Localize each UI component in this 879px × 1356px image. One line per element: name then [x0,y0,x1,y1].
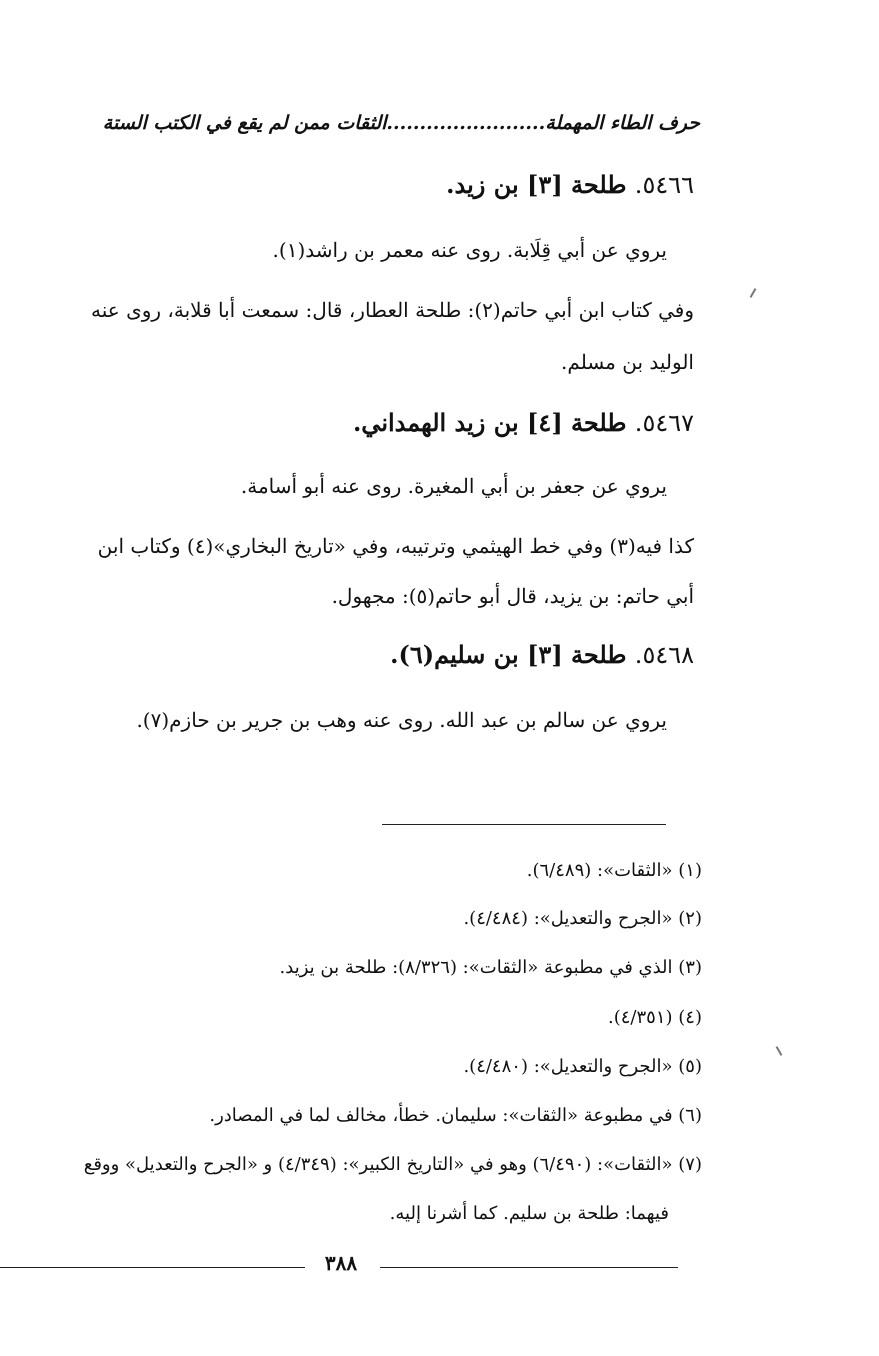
footnote-4: (٤) (٤/٣٥١). [608,1007,702,1028]
entry-paragraph: الوليد بن مسلم. [561,350,694,374]
footnote-3: (٣) الذي في مطبوعة «الثقات»: (٨/٣٢٦): طلحة بن يزيد. [279,957,702,978]
footnote-6: (٦) في مطبوعة «الثقات»: سليمان. خطأ، مخالف لما في المصادر. [209,1105,702,1126]
entry-name: طلحة [٣] بن سليم(٦). [390,640,627,669]
entry-name: طلحة [٤] بن زيد الهمداني. [352,408,627,437]
footer-rule-right [380,1267,678,1268]
entry-paragraph: أبي حاتم: بن يزيد، قال أبو حاتم(٥): مجهول. [331,584,694,608]
entry-title-5468 [390,640,694,669]
footnote-1: (١) «الثقات»: (٦/٤٨٩). [526,860,702,881]
entry-number: ٥٤٦٨. [634,641,694,669]
footnote-2: (٢) «الجرح والتعديل»: (٤/٤٨٤). [463,908,702,929]
entry-paragraph: كذا فيه(٣) وفي خط الهيثمي وترتيبه، وفي «تاريخ البخاري»(٤) وكتاب ابن [97,534,694,558]
running-header-text: حرف الطاء المهملة........................الثقات ممن لم يقع في الكتب الستة [102,112,700,134]
entry-number: ٥٤٦٦. [634,171,694,199]
entry-paragraph: يروي عن أبي قِلَابة. روى عنه معمر بن راشد(١). [272,238,667,262]
entry-title-5466 [446,170,694,199]
scan-mark [776,1046,783,1056]
entry-title-5467 [353,408,694,437]
footnote-separator [382,824,666,825]
entry-number: ٥٤٦٧. [634,409,694,437]
entry-name: طلحة [٣] بن زيد. [446,170,627,199]
scan-mark [750,288,757,298]
footer-rule-left [0,1267,305,1268]
page-number: ٣٨٨ [324,1251,358,1275]
entry-paragraph: يروي عن جعفر بن أبي المغيرة. روى عنه أبو أسامة. [240,474,667,498]
running-header [30,112,700,142]
footnote-7: (٧) «الثقات»: (٦/٤٩٠) وهو في «التاريخ الكبير»: (٤/٣٤٩) و «الجرح والتعديل» ووقع [83,1154,702,1175]
footnote-5: (٥) «الجرح والتعديل»: (٤/٤٨٠). [463,1056,702,1077]
footnote-7-continued: فيهما: طلحة بن سليم. كما أشرنا إليه. [389,1203,669,1224]
entry-paragraph: وفي كتاب ابن أبي حاتم(٢): طلحة العطار، قال: سمعت أبا قلابة، روى عنه [91,298,694,322]
entry-paragraph: يروي عن سالم بن عبد الله. روى عنه وهب بن جرير بن حازم(٧). [136,708,667,732]
